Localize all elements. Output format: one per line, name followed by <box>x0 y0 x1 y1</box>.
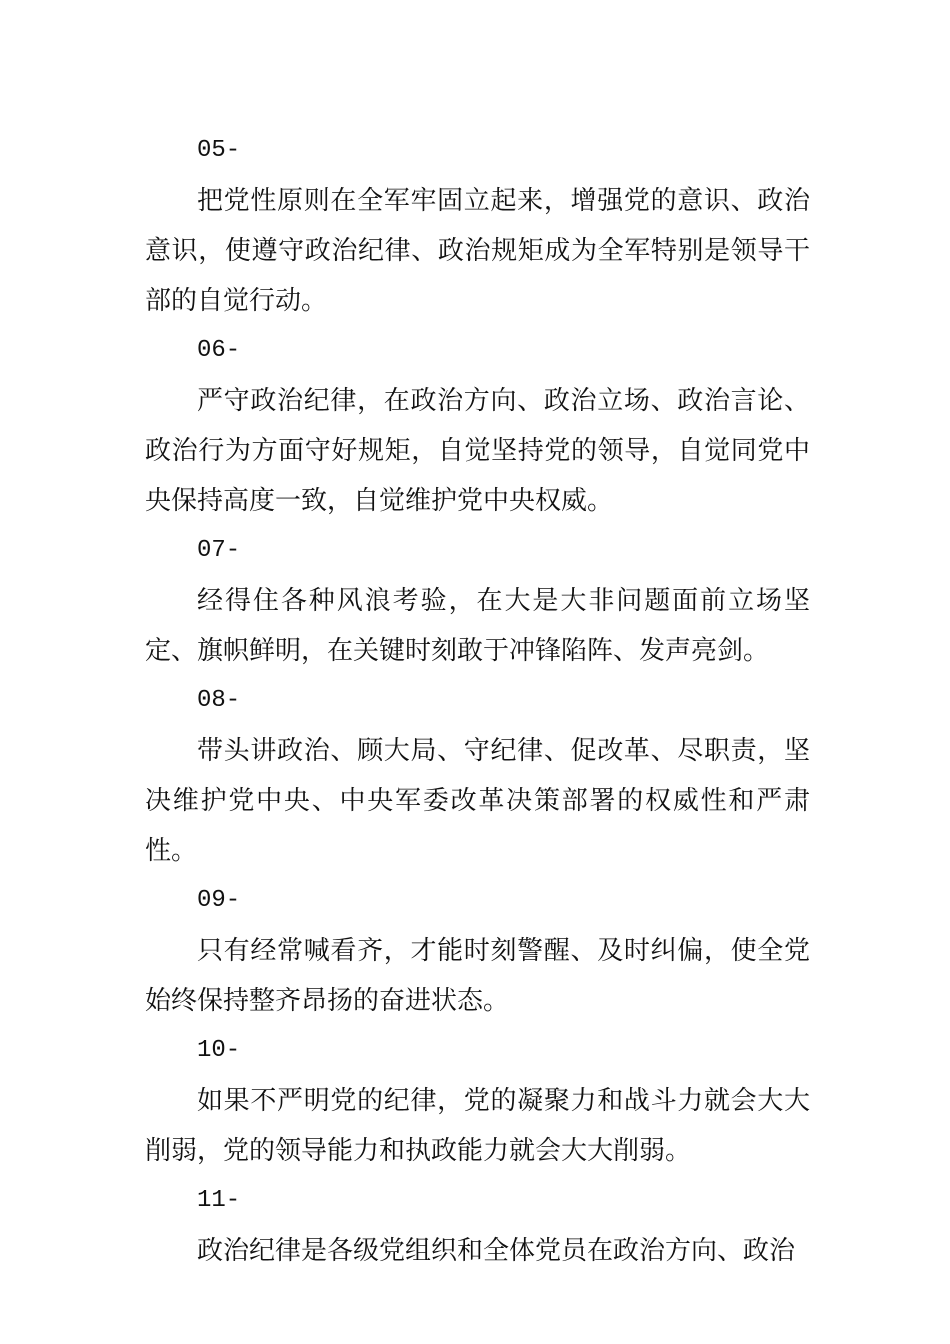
section-text: 经得住各种风浪考验，在大是大非问题面前立场坚定、旗帜鲜明，在关键时刻敢于冲锋陷阵、发声亮剑。 <box>145 586 810 666</box>
section-number: 08- <box>197 687 241 714</box>
section-text: 带头讲政治、顾大局、守纪律、促改革、尽职责，坚决维护党中央、中央军委改革决策部署的权威性和严肃性。 <box>145 736 810 866</box>
document-body <box>145 126 810 1276</box>
section-number: 06- <box>197 337 241 364</box>
section-number: 07- <box>197 537 241 564</box>
section-text: 如果不严明党的纪律，党的凝聚力和战斗力就会大大削弱，党的领导能力和执政能力就会大大削弱。 <box>145 1086 810 1166</box>
section-text: 把党性原则在全军牢固立起来，增强党的意识、政治意识，使遵守政治纪律、政治规矩成为全军特别是领导干部的自觉行动。 <box>145 186 810 316</box>
section-text: 只有经常喊看齐，才能时刻警醒、及时纠偏，使全党始终保持整齐昂扬的奋进状态。 <box>145 936 810 1016</box>
section-text: 严守政治纪律，在政治方向、政治立场、政治言论、政治行为方面守好规矩，自觉坚持党的领导，自觉同党中央保持高度一致，自觉维护党中央权威。 <box>145 386 810 516</box>
section-number: 11- <box>197 1187 241 1214</box>
section-number: 09- <box>197 887 241 914</box>
section-text: 政治纪律是各级党组织和全体党员在政治方向、政治 <box>197 1236 796 1266</box>
section-number: 05- <box>197 137 241 164</box>
section-number: 10- <box>197 1037 241 1064</box>
